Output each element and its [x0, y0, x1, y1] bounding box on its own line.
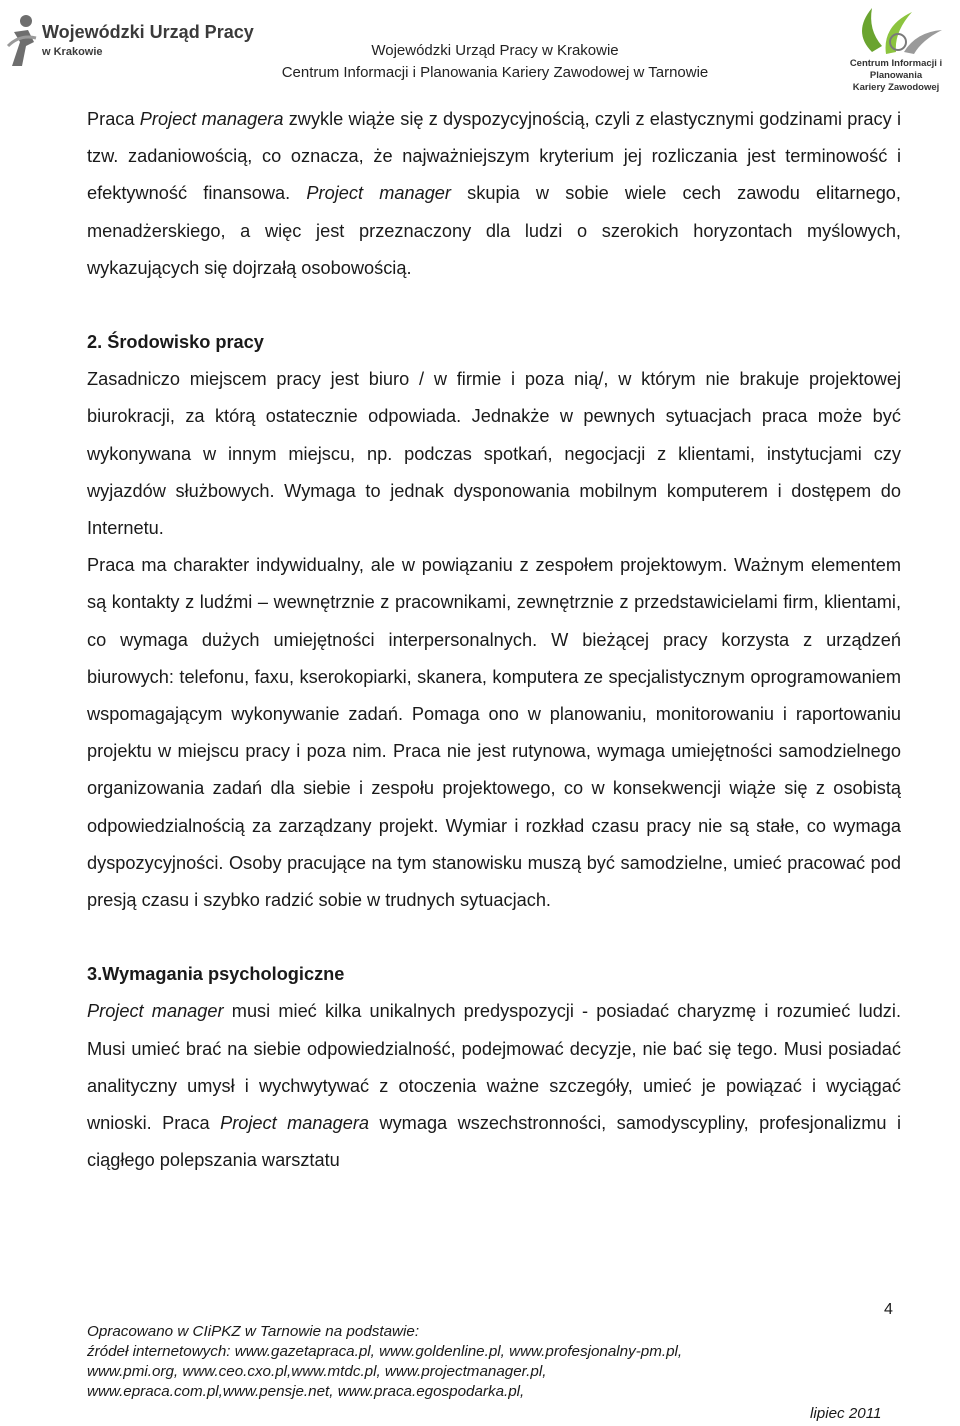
header-title [250, 40, 740, 84]
header-line-2: Centrum Informacji i Planowania Kariery Zawodowej w Tarnowie [281, 64, 709, 81]
paragraph-intro [87, 101, 901, 287]
paragraph-environment: Zasadniczo miejscem pracy jest biuro / w firmie i poza nią/, w którym nie brakuje projektowej biurokracji, za którą ostatecznie odpowiada. Jednakże w pewnych sytuacjach praca może być wykonywana w innym miejscu, np. podczas spotkań, negocjacji z klientami, instytucjami czy wyjazdów służbowych. Wymaga to jednak dysponowania mobilnym komputerem i dostępem do Internetu. [87, 369, 901, 539]
page-footer [87, 1322, 901, 1402]
document-body [87, 101, 901, 1179]
text-run: musi mieć kilka unikalnych predyspozycji - posiadać charyzmę i rozumieć ludzi. Musi umieć brać na siebie odpowiedzialność, podejmować decyzje, nie bać się tego. Musi posiadać analityczny umysł i wychwytywać z otoczenia ważne szczegóły, umieć je powiązać i wyciągać wnioski. Praca [87, 1001, 901, 1134]
org-name: Wojewódzki Urząd Pracy [42, 22, 254, 42]
text-run-italic: Project manager [87, 1001, 224, 1022]
page-header [0, 0, 960, 92]
text-run: skupia w sobie wiele cech zawodu elitarnego, menadżerskiego, a więc jest przeznaczony dla ludzi o szerokich horyzontach myślowych, wykazujących się dojrzałą osobowością. [87, 183, 901, 278]
header-line-1: Wojewódzki Urząd Pracy w Krakowie [371, 42, 619, 59]
section-heading-2: 2. Środowisko pracy [87, 332, 264, 353]
paragraph-work-character: Praca ma charakter indywidualny, ale w powiązaniu z zespołem projektowym. Ważnym elementem są kontakty z ludźmi – wewnętrznie z pracownikami, zewnętrznie z przedstawicielami firm, klientami, co wymaga dużych umiejętności interpersonalnych. W bieżącej pracy korzysta z urządzeń biurowych: telefonu, faxu, kserokopiarki, skanera, komputera ze specjalistycznym oprogramowaniem wspomagającym wykonywanie zadań. Pomaga ono w planowaniu, monitorowaniu i raportowaniu projektu w miejscu pracy i poza nim. Praca nie jest rutynowa, wymaga umiejętności samodzielnego organizowania zadań dla siebie i zespołu projektowego, co w konsekwencji wiąże się z osobistą odpowiedzialnością za zarządzany projekt. Wymiar i rozkład czasu pracy nie są stałe, co wymaga dyspozycyjności. Osoby pracujące na tym stanowisku muszą być samodzielne, umieć pracować pod presją czasu i szybko radzić sobie w trudnych sytuacjach. [87, 555, 901, 911]
org-city: w Krakowie [42, 46, 103, 58]
text-run-italic: Project managera [220, 1113, 370, 1134]
text-run: Praca [87, 109, 140, 129]
wup-logo [6, 12, 254, 72]
ciipkz-caption-line-2: Kariery Zawodowej [852, 82, 940, 93]
page-number: 4 [884, 1301, 893, 1318]
ciipkz-caption-line-1: Centrum Informacji i Planowania [849, 58, 943, 81]
ciipkz-logo-caption [832, 58, 960, 94]
wup-logo-icon [6, 12, 40, 70]
text-run: wymaga wszechstronności, samodyscypliny, profesjonalizmu i ciągłego polepszania warsztatu [87, 1113, 901, 1171]
ciipkz-logo [832, 2, 960, 93]
footer-line-1: Opracowano w CIiPKZ w Tarnowie na podstawie: [87, 1323, 420, 1340]
section-heading-3: 3.Wymagania psychologiczne [87, 964, 345, 985]
text-run-italic: Project manager [306, 183, 451, 204]
footer-line-3: www.pmi.org, www.ceo.cxo.pl,www.mtdc.pl, www.projectmanager.pl, [87, 1363, 547, 1380]
text-run-italic: Project managera [139, 109, 284, 129]
paragraph-psychology [87, 993, 901, 1179]
ciipkz-logo-icon [842, 2, 950, 56]
footer-line-2: źródeł internetowych: www.gazetapraca.pl, www.goldenline.pl, www.profesjonalny-pm.pl, [87, 1343, 683, 1360]
text-run: zwykle wiąże się z dyspozycyjnością, czyli z elastycznymi godzinami pracy i tzw. zadaniowością, co oznacza, że najważniejszym kryterium jej rozliczania jest terminowość i efektywność finansowa. [87, 109, 901, 204]
footer-date: lipiec 2011 [810, 1405, 882, 1422]
footer-line-4: www.epraca.com.pl,www.pensje.net, www.praca.egospodarka.pl, [87, 1383, 525, 1400]
